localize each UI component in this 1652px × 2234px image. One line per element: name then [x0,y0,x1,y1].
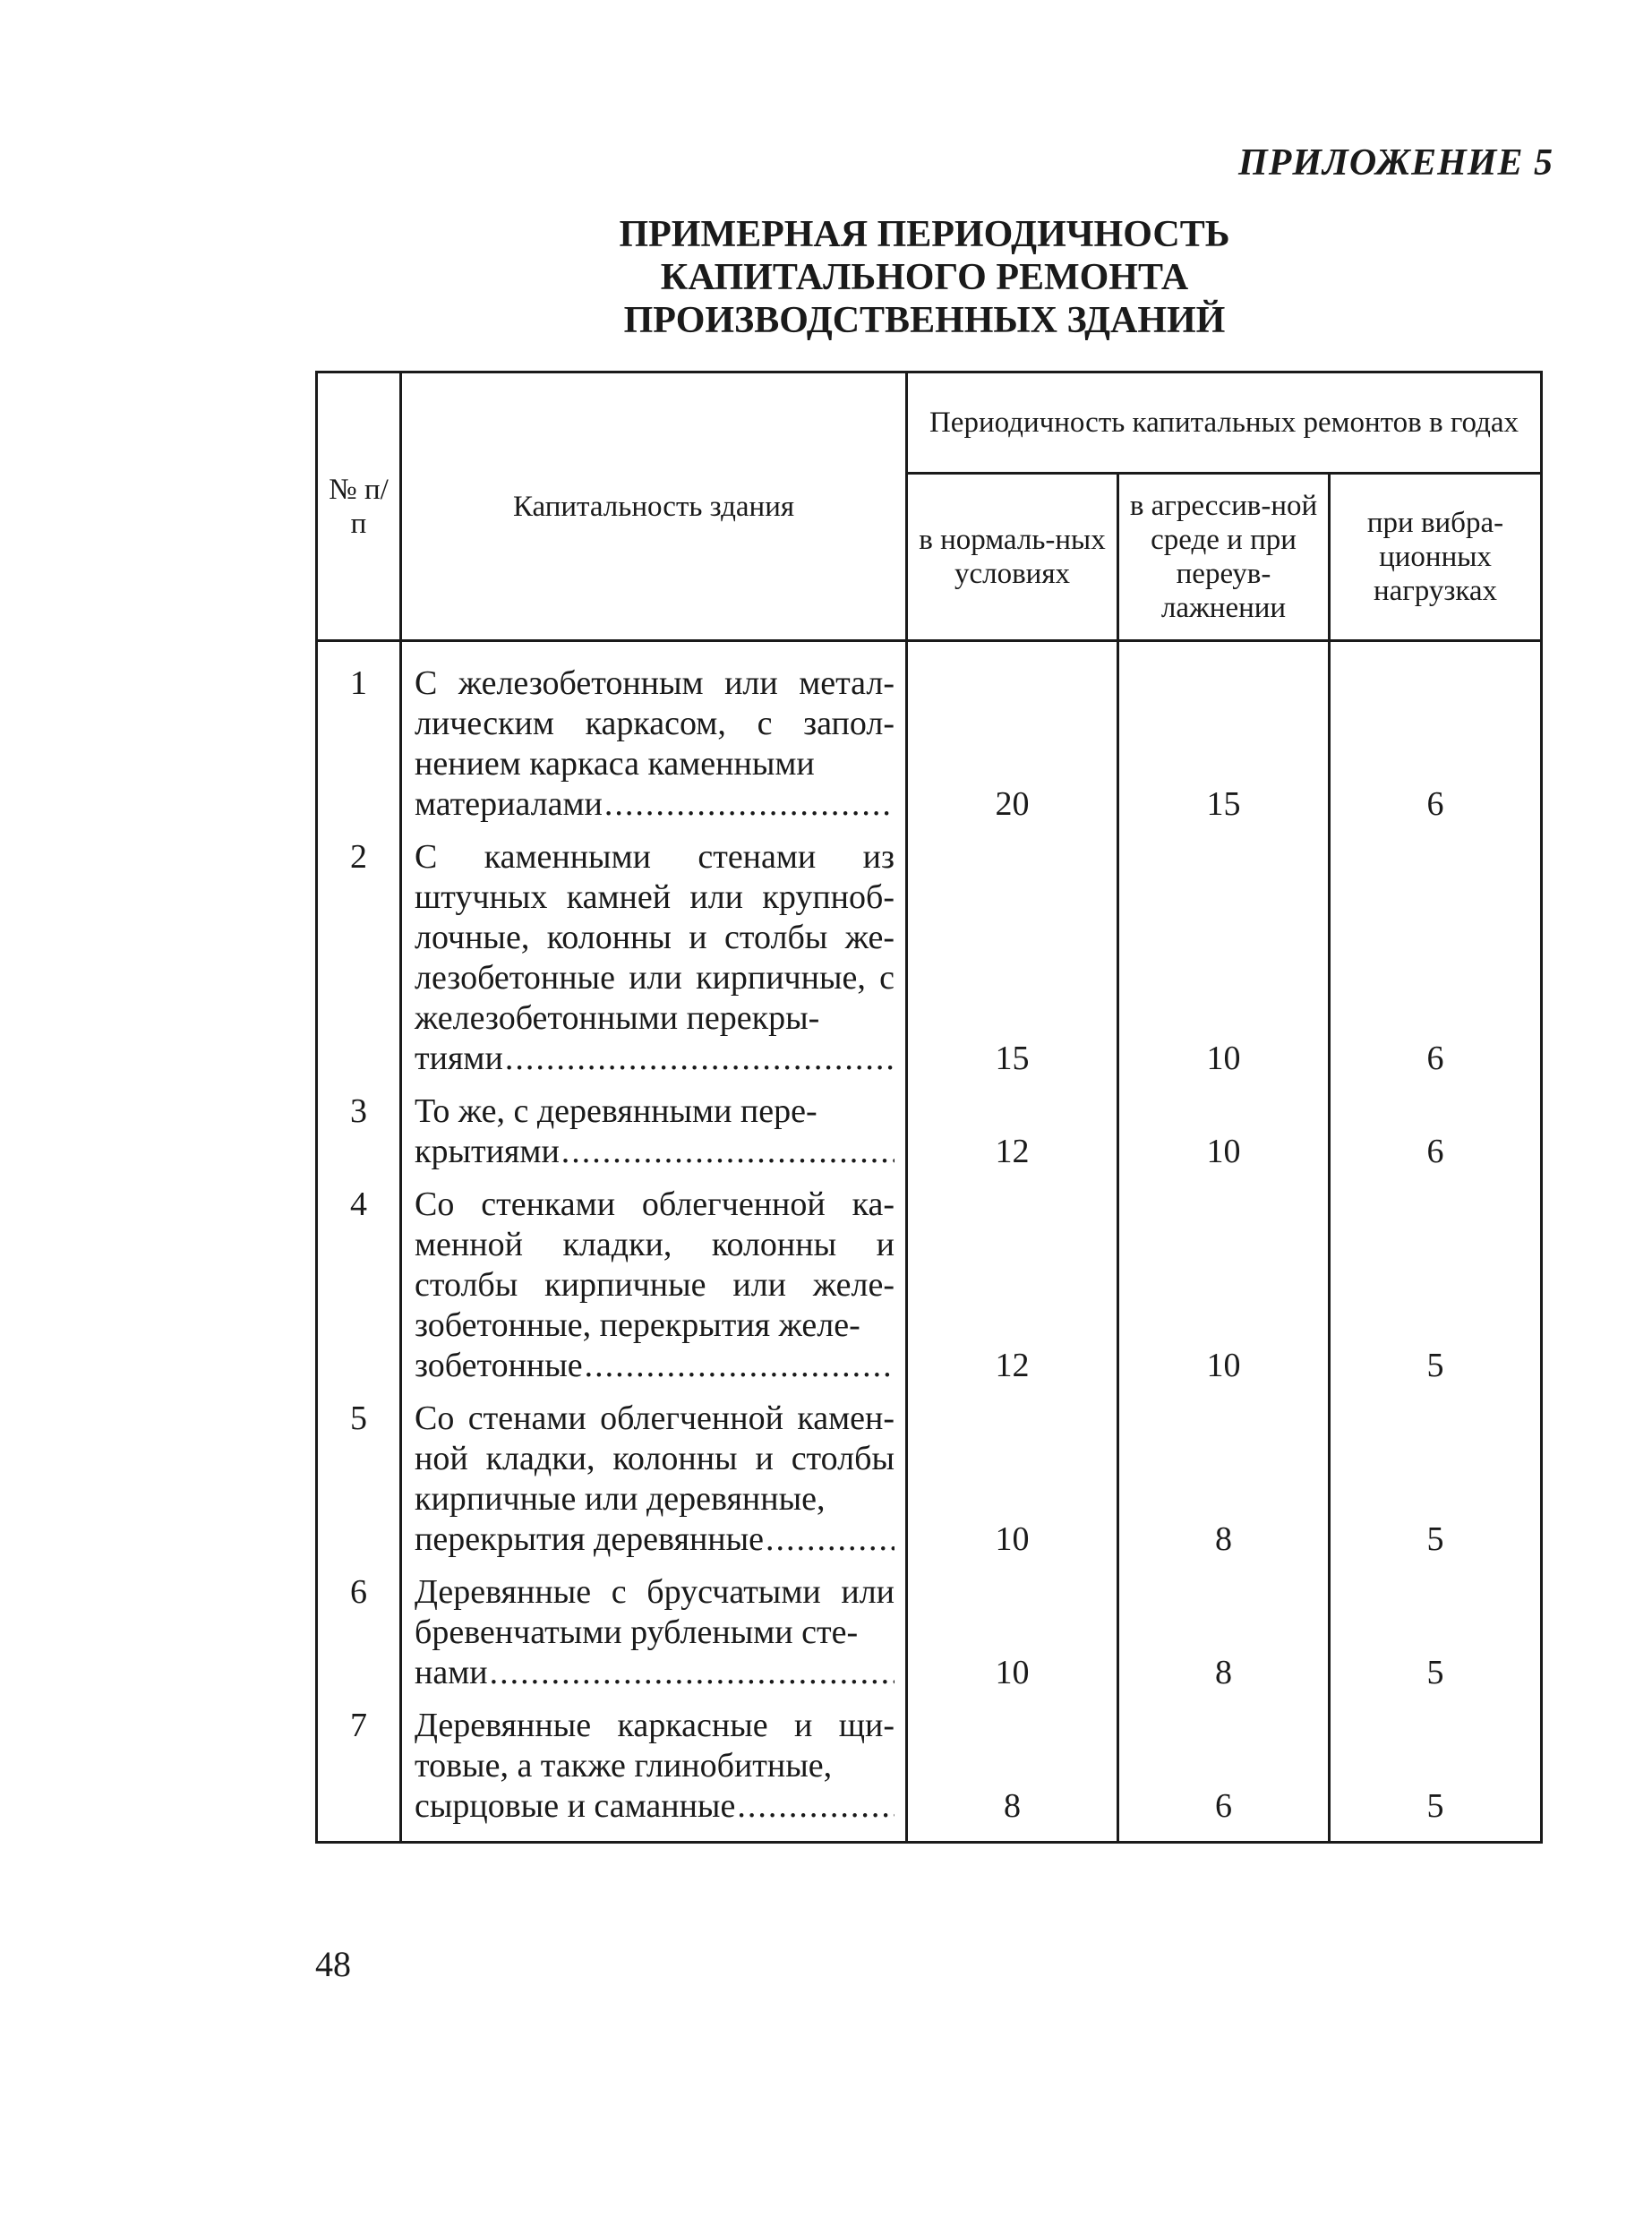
row-description-last-line [415,1346,894,1386]
row-normal-value: 8 [907,1699,1118,1843]
dot-leader [490,1653,894,1693]
header-aggressive: в агрессив-ной среде и при переув-лажнении [1118,474,1330,641]
title-line-2: КАПИТАЛЬНОГО РЕМОНТА [660,257,1189,298]
row-description-last-word: нами [415,1654,488,1691]
row-aggressive-value: 10 [1118,830,1330,1084]
row-description-last-line [415,784,894,825]
row-description [401,641,907,831]
row-vibration-value: 6 [1330,641,1542,831]
table-row [317,641,1542,831]
row-normal-value: 20 [907,641,1118,831]
row-description-last-line [415,1132,894,1172]
table-row [317,830,1542,1084]
row-normal-value: 12 [907,1177,1118,1391]
row-normal-value: 10 [907,1565,1118,1699]
header-periodicity-group: Периодичность капитальных ремонтов в годах [907,372,1542,474]
row-description [401,830,907,1084]
dot-leader [737,1786,894,1827]
row-aggressive-value: 10 [1118,1177,1330,1391]
row-aggressive-value: 8 [1118,1391,1330,1565]
appendix-label: ПРИЛОЖЕНИЕ 5 [1238,142,1554,184]
row-description-last-line [415,1519,894,1560]
header-vibration: при вибра-ционных нагрузках [1330,474,1542,641]
row-number: 3 [317,1084,401,1177]
table-row [317,1084,1542,1177]
row-description-last-word: зобетонные [415,1347,583,1384]
row-description-last-word: перекрытия деревянные [415,1520,765,1558]
row-description-last-line [415,1653,894,1693]
row-description [401,1391,907,1565]
table-body [317,641,1542,1843]
page-title [0,213,1652,342]
row-number: 1 [317,641,401,831]
row-description-text: Деревянные каркасные и щи-товые, а также глинобитные, [415,1707,894,1785]
row-vibration-value: 5 [1330,1699,1542,1843]
row-description-text: С каменными стенами из штучных камней или крупноб-лочные, колонны и столбы же-лезобетонные или кирпичные, с железобетонными перекры- [415,838,894,1037]
header-number: № п/п [317,372,401,641]
row-description-last-word: материалами [415,785,603,823]
row-aggressive-value: 6 [1118,1699,1330,1843]
row-normal-value: 15 [907,830,1118,1084]
row-aggressive-value: 15 [1118,641,1330,831]
row-number: 6 [317,1565,401,1699]
row-number: 2 [317,830,401,1084]
row-description-text: Деревянные с брусчатыми или бревенчатыми рублеными сте- [415,1573,894,1651]
row-description-last-word: сырцовые и саманные [415,1787,736,1825]
row-description-last-line [415,1786,894,1827]
row-normal-value: 12 [907,1084,1118,1177]
row-description-last-word: тиями [415,1040,503,1077]
row-vibration-value: 5 [1330,1391,1542,1565]
row-aggressive-value: 10 [1118,1084,1330,1177]
table-row [317,1391,1542,1565]
row-number: 5 [317,1391,401,1565]
row-description [401,1177,907,1391]
table-row [317,1565,1542,1699]
row-description [401,1565,907,1699]
dot-leader [561,1132,894,1172]
title-line-1: ПРИМЕРНАЯ ПЕРИОДИЧНОСТЬ [619,214,1230,255]
row-description-text: То же, с деревянными пере- [415,1092,817,1130]
row-description-last-word: крытиями [415,1133,560,1170]
dot-leader [505,1039,894,1079]
row-description-text: С железобетонным или метал-лическим каркасом, с запол-нением каркаса каменными [415,664,894,783]
row-vibration-value: 6 [1330,830,1542,1084]
row-description [401,1084,907,1177]
row-vibration-value: 5 [1330,1177,1542,1391]
header-normal: в нормаль-ных условиях [907,474,1118,641]
header-capital: Капитальность здания [401,372,907,641]
row-number: 4 [317,1177,401,1391]
row-normal-value: 10 [907,1391,1118,1565]
row-aggressive-value: 8 [1118,1565,1330,1699]
row-vibration-value: 5 [1330,1565,1542,1699]
dot-leader [585,1346,894,1386]
table-row [317,1177,1542,1391]
row-description-text: Со стенками облегченной ка-менной кладки, колонны и столбы кирпичные или желе-зобетонные, перекрытия желе- [415,1185,894,1344]
row-description-text: Со стенами облегченной камен-ной кладки, колонны и столбы кирпичные или деревянные, [415,1399,894,1518]
dot-leader [766,1519,894,1560]
row-description-last-line [415,1039,894,1079]
repair-periodicity-table [315,371,1543,1844]
row-description [401,1699,907,1843]
page-number: 48 [315,1944,351,1984]
row-number: 7 [317,1699,401,1843]
dot-leader [604,784,894,825]
title-line-3: ПРОИЗВОДСТВЕННЫХ ЗДАНИЙ [623,300,1226,341]
table-header [317,372,1542,641]
table-row [317,1699,1542,1843]
row-vibration-value: 6 [1330,1084,1542,1177]
